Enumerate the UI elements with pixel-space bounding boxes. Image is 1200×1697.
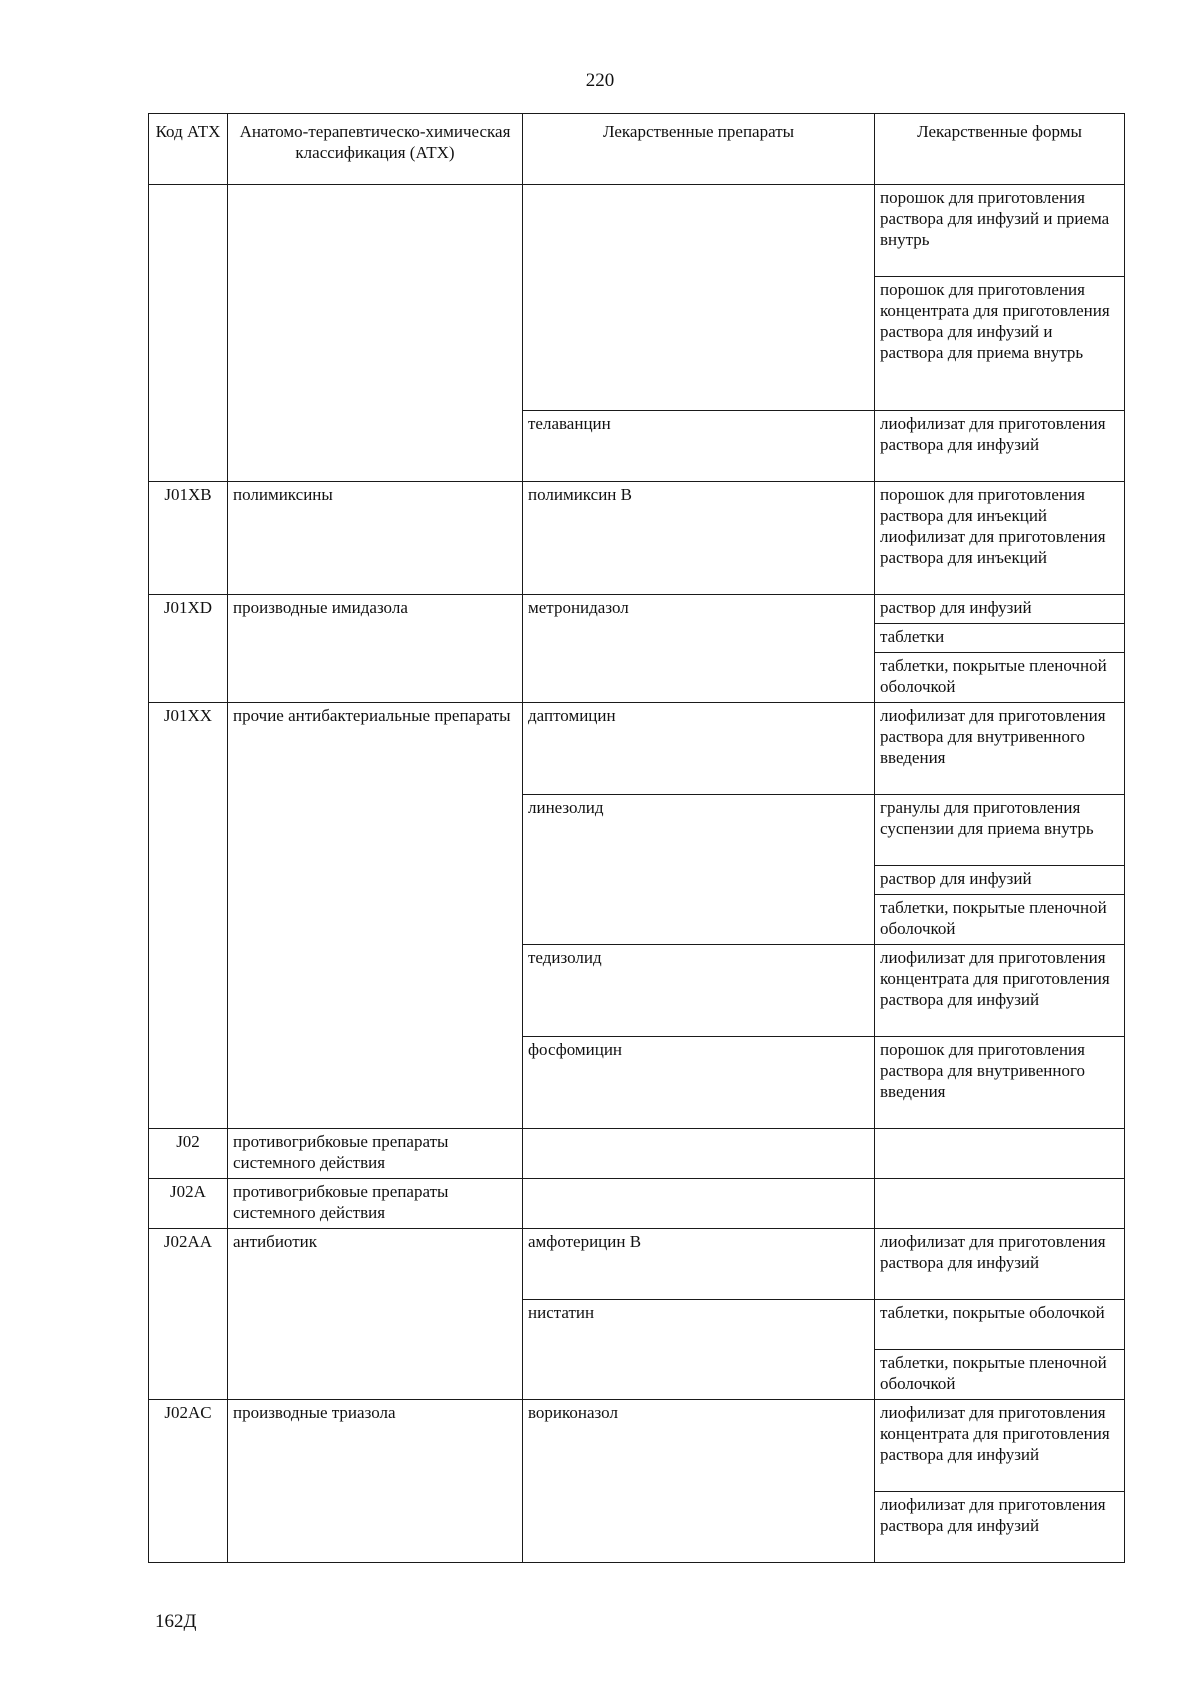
table-row [149,1129,1125,1179]
form-cell: лиофилизат для приготовления раствора для инфузий [875,411,1125,482]
atc-code-cell: J02AA [149,1229,228,1400]
atc-code-cell: J01XB [149,482,228,595]
classification-cell: производные имидазола [228,595,523,703]
table-row [149,703,1125,795]
form-cell: таблетки, покрытые пленочной оболочкой [875,1350,1125,1400]
form-cell: лиофилизат для приготовления концентрата для приготовления раствора для инфузий [875,1400,1125,1492]
form-cell: таблетки, покрытые пленочной оболочкой [875,895,1125,945]
form-cell: таблетки [875,624,1125,653]
header-forms: Лекарственные формы [875,114,1125,185]
header-drugs: Лекарственные препараты [523,114,875,185]
form-cell: лиофилизат для приготовления раствора для внутривенного введения [875,703,1125,795]
drug-cell: нистатин [523,1300,875,1400]
drug-cell: метронидазол [523,595,875,703]
form-cell: лиофилизат для приготовления раствора для инфузий [875,1229,1125,1300]
classification-cell: антибиотик [228,1229,523,1400]
classification-cell: противогрибковые препараты системного действия [228,1179,523,1229]
footer-document-code: 162Д [155,1611,197,1632]
form-cell: лиофилизат для приготовления концентрата для приготовления раствора для инфузий [875,945,1125,1037]
form-cell: раствор для инфузий [875,595,1125,624]
table-row [149,482,1125,595]
atc-code-cell: J02 [149,1129,228,1179]
drug-cell: даптомицин [523,703,875,795]
atc-code-cell: J02A [149,1179,228,1229]
drug-cell [523,185,875,411]
atc-drug-table [148,113,1125,1563]
drug-cell [523,1179,875,1229]
form-cell: лиофилизат для приготовления раствора для инфузий [875,1492,1125,1563]
form-cell [875,1179,1125,1229]
header-code: Код АТХ [149,114,228,185]
drug-cell: вориконазол [523,1400,875,1563]
table-row [149,1179,1125,1229]
classification-cell [228,185,523,482]
classification-cell: противогрибковые препараты системного действия [228,1129,523,1179]
form-cell: порошок для приготовления раствора для внутривенного введения [875,1037,1125,1129]
classification-cell: полимиксины [228,482,523,595]
drug-cell: линезолид [523,795,875,945]
drug-cell: тедизолид [523,945,875,1037]
form-cell: порошок для приготовления раствора для инфузий и приема внутрь [875,185,1125,277]
drug-cell: амфотерицин B [523,1229,875,1300]
drug-cell: телаванцин [523,411,875,482]
table-row [149,1400,1125,1492]
page-number: 220 [585,70,615,91]
form-cell: порошок для приготовления раствора для инъекций лиофилизат для приготовления раствора для инъекций [875,482,1125,595]
atc-code-cell [149,185,228,482]
drug-cell: полимиксин B [523,482,875,595]
drug-cell [523,1129,875,1179]
drug-cell: фосфомицин [523,1037,875,1129]
form-cell: таблетки, покрытые оболочкой [875,1300,1125,1350]
table-row [149,595,1125,624]
form-cell: раствор для инфузий [875,866,1125,895]
atc-code-cell: J01XX [149,703,228,1129]
form-cell: гранулы для приготовления суспензии для приема внутрь [875,795,1125,866]
form-cell: таблетки, покрытые пленочной оболочкой [875,653,1125,703]
classification-cell: производные триазола [228,1400,523,1563]
classification-cell: прочие антибактериальные препараты [228,703,523,1129]
form-cell [875,1129,1125,1179]
atc-code-cell: J02AC [149,1400,228,1563]
atc-code-cell: J01XD [149,595,228,703]
header-classification: Анатомо-терапевтическо-химическая классификация (АТХ) [228,114,523,185]
table-row [149,185,1125,277]
table-header-row [149,114,1125,185]
table-row [149,1229,1125,1300]
form-cell: порошок для приготовления концентрата для приготовления раствора для инфузий и раствора для приема внутрь [875,277,1125,411]
